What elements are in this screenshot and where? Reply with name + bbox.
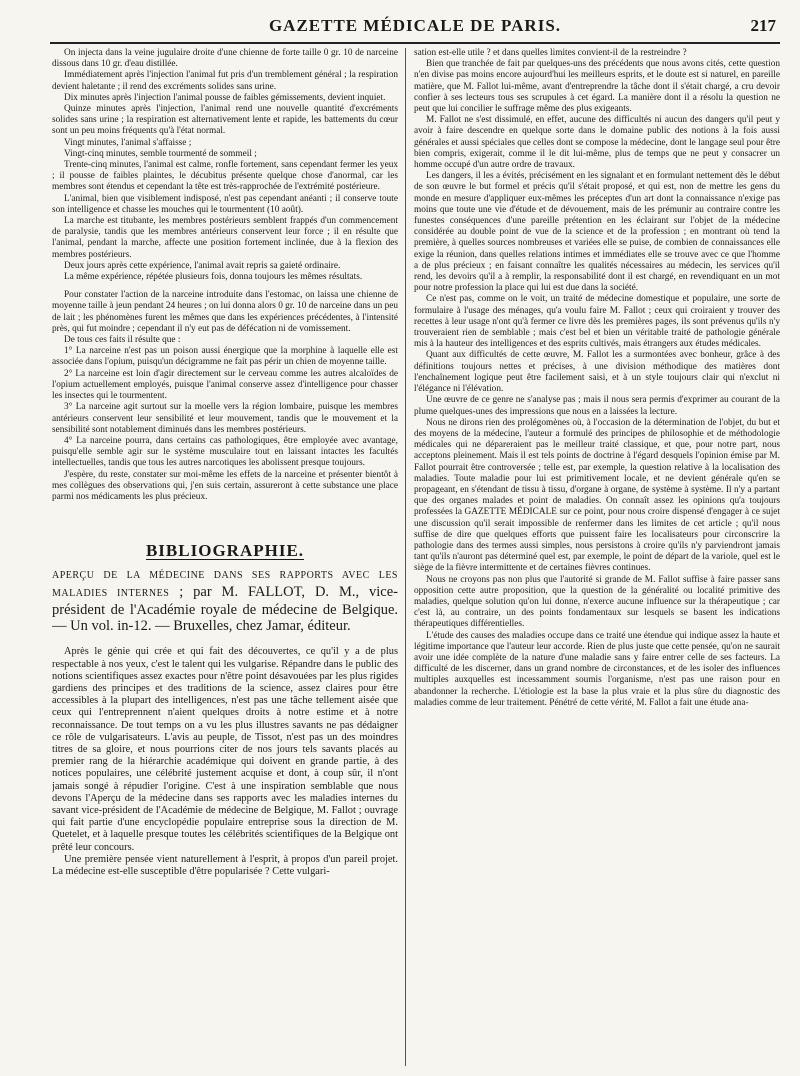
conclusion-item: 1° La narceine n'est pas un poison aussi énergique que la morphine à laquelle elle est associée dans l'opium, puisqu'un décigramme ne fait pas périr un chien de moyenne taille.	[52, 346, 398, 368]
left-column	[52, 48, 398, 1066]
review-paragraph: Une première pensée vient naturellement à l'esprit, à propos d'un pareil projet. La médecine est-elle susceptible d'être popularisée ? Cette vulgari-	[52, 853, 398, 877]
paragraph: Nous ne dirons rien des prolégomènes où, à l'occasion de la détermination de l'objet, du but et des moyens de la médecine, l'auteur a formulé des principes de philosophie et de méthodologie médicales qui ne dépareraient pas le meilleur traité classique, et que, pour notre part, nous acceptons pleinement. Mais il est tels points de doctrine à l'égard desquels l'opinion émise par M. Fallot pourrait être controversée ; telle est, par exemple, la question relative à la localisation des maladies. Toute maladie pour lui est primitivement locale, et ne devient générale qu'en se propageant, en s'étendant de tissu à tissu, d'organe à organe, de système à système. Il n'y a partant que des organes malades et point de maladies. On connaît assez les opinions qu'a toujours professées la GAZETTE MÉDICALE sur ce point, pour nous croire dispensé d'engager à ce sujet une discussion qu'il serait impossible de renfermer dans les limites de cet article ; qu'il nous suffise de dire que quelques efforts que puissent faire les localisateurs pour circonscrire la pathologie dans des termes aussi simples, nous persistons à croire qu'ils n'y parviendront jamais tant qu'ils n'auront pas déterminé quel est, par exemple, le point de départ de la variole, quel est le siège de la fièvre intermittente et de certaines fièvres continues.	[414, 417, 780, 574]
review-paragraph: Après le génie qui crée et qui fait des découvertes, ce qu'il y a de plus respectable à nos yeux, c'est le talent qui les vulgarise. Répandre dans le public des notions scientifiques assez exactes pour n'être point désavouées par les plus rigides gardiens des principes et des traditions de la science, assez claires pour être accessibles à la plupart des intelligences, n'est pas une tâche tellement aisée que ceux qui l'entreprennent n'aient quelques droits à notre estime et à notre reconnaissance. De tout temps on a vu les plus illustres savants ne pas dédaigner ce rôle de vulgarisateurs. L'avis au peuple, de Tissot, n'est pas un des moindres titres de sa gloire, et nous pourrions citer de nos jours tels savants placés au premier rang de la hiérarchie académique qui doivent en grande partie, à des notices populaires, une célébrité justement acquise et dont, à coup sûr, il n'ont jamais songé à répudier l'origine. C'est à une inspiration semblable que nous devons l'Aperçu de la médecine dans ses rapports avec les maladies internes du savant vice-président de l'Académie de médecine de Belgique, M. Fallot ; ouvrage qui fait partie d'une encyclopédie populaire entreprise sous la direction de M. Quetelet, et à laquelle presque toutes les célébrités scientifiques de la Belgique ont prêté leur concours.	[52, 646, 398, 853]
paragraph: sation est-elle utile ? et dans quelles limites convient-il de la restreindre ?	[414, 48, 687, 58]
paragraph: Trente-cinq minutes, l'animal est calme, ronfle fortement, sans cependant fermer les yeux ; il pousse de faibles plaintes, le décubitus présente quelque chose d'anormal, car les membres sont étendus et cependant la tête est très-rapprochée de l'extrémité postérieure.	[52, 160, 398, 193]
journal-title: GAZETTE MÉDICALE DE PARIS.	[268, 16, 562, 35]
book-title-caps: APERÇU DE LA MÉDECINE DANS SES RAPPORTS AVEC LES MALADIES INTERNES	[52, 570, 398, 600]
book-reference	[52, 566, 398, 634]
paragraph: Dix minutes après l'injection l'animal pousse de faibles gémissements, devient inquiet.	[64, 92, 386, 103]
paragraph: Quant aux difficultés de cette œuvre, M. Fallot les a surmontées avec bonheur, grâce à des définitions toujours nettes et précises, à une division méthodique des matières dont l'enchaînement logique peut être facilement saisi, et à un style toujours clair qui n'exclut ni l'élégance ni l'élévation.	[414, 350, 780, 395]
paragraph: J'espère, du reste, constater sur moi-même les effets de la narceine et présenter bientôt à mes collègues des observations qui, j'en suis certain, assureront à cette substance une place parmi nos médicaments les plus précieux.	[52, 469, 398, 502]
paragraph: Vingt-cinq minutes, semble tourmenté de sommeil ;	[64, 148, 257, 159]
paragraph: Deux jours après cette expérience, l'animal avait repris sa gaieté ordinaire.	[64, 260, 341, 271]
paragraph: M. Fallot ne s'est dissimulé, en effet, aucune des difficultés ni aucun des dangers qu'il peut y avoir à faire descendre en quelque sorte dans le domaine public des notions à la fois aussi générales et aussi spéciales que celles dont se compose la médecine, dont le langage seul pour être bien compris, exigerait, comme il le dit lui-même, plus de temps que ne peut y consacrer un homme occupé d'un autre ordre de travaux.	[414, 115, 780, 171]
conclusion-item: 4° La narceine pourra, dans certains cas pathologiques, être employée avec avantage, puisqu'elle semble agir sur le système musculaire tout en laissant intactes les facultés intellectuelles, tandis que tous les autres narcotiques les abolissent presque toujours.	[52, 435, 398, 469]
paragraph: Les dangers, il les a évités, précisément en les signalant et en formulant nettement dès le début de son œuvre le but formel et précis qu'il s'était proposé, et qui est, non de mettre les gens du monde en mesure d'appliquer eux-mêmes les préceptes d'un art dont la connaissance n'exige pas moins que toute une vie d'étude et de dévouement, mais de les prémunir au contraire contre les funestes conséquences d'une pareille prétention en les éclairant sur l'objet de la médecine considérée au double point de vue de la science et de la profession ; en montrant où tend la première, à quelles sources nombreuses et variées elle se puise, de combien de connaissances elle exige la réunion, dans quelles relations intimes et immédiates elle se trouve avec ce que l'homme a de plus précieux ; en faisant connaître les qualités nécessaires au médecin, les services qu'il rend, les devoirs qu'il a à remplir, la responsabilité dont il est chargé, en revendiquant en un mot pour notre profession la place qui lui est due dans la société.	[414, 171, 780, 294]
paragraph: On injecta dans la veine jugulaire droite d'une chienne de forte taille 0 gr. 10 de narceine dissous dans 10 gr. d'eau distillée.	[52, 48, 398, 70]
paragraph: La même expérience, répétée plusieurs fois, donna toujours les mêmes résultats.	[64, 272, 363, 283]
paragraph: Pour constater l'action de la narceine introduite dans l'estomac, on laissa une chienne de moyenne taille à jeun pendant 24 heures ; on lui donna alors 0 gr. 10 de narceine dans un peu de lait ; les phénomènes furent les mêmes que dans les expériences précédentes, à l'intensité près, qui fut moindre ; cependant il n'y eut pas de défécation ni de vomissement.	[52, 290, 398, 334]
paragraph: La marche est titubante, les membres postérieurs semblent frappés d'un commencement de paralysie, tandis que les membres antérieurs conservent leur force ; il en résulte que l'animal, pendant la marche, affecte une position fortement inclinée, due à la flexion des membres postérieurs.	[52, 216, 398, 260]
paragraph: L'étude des causes des maladies occupe dans ce traité une étendue qui indique assez la haute et légitime importance que l'auteur leur accorde. Rien de plus juste que cette pensée, qu'on ne saurait avoir une idée complète de la nature d'une maladie sans y faire entrer celle de ses facteurs. La difficulté de les discerner, dans un grand nombre de circonstances, et de les isoler des influences multiples auxquelles est incessamment soumis l'organisme, n'est pas une raison pour en abandonner la recherche. L'étiologie est la base la plus vraie et la plus sûre du diagnostic des maladies comme de leur traitement. Pénétré de cette vérité, M. Fallot a fait une étude ana-	[414, 630, 780, 708]
paragraph: De tous ces faits il résulte que :	[64, 335, 181, 346]
conclusion-item: 2° La narceine est loin d'agir directement sur le cerveau comme les autres alcaloïdes de l'opium actuellement employés, puisque l'animal conserve assez d'intelligence pour chasser les insectes qui le tourmentent.	[52, 368, 398, 402]
column-divider	[405, 48, 406, 1066]
section-title: BIBLIOGRAPHIE.	[145, 541, 305, 561]
paragraph: Nous ne croyons pas non plus que l'autorité si grande de M. Fallot suffise à faire passer sans opposition cette autre proposition, que la question de la généralité ou localité primitive des maladies, quelque solution qu'on lui donne, n'exerce aucune influence sur la thérapeutique ; car c'est là, au contraire, un des points fondamentaux sur lesquels se basent les indications thérapeutiques différentielles.	[414, 574, 780, 630]
paragraph: Vingt minutes, l'animal s'affaisse ;	[64, 137, 192, 148]
right-column	[414, 48, 780, 1066]
paragraph: Quinze minutes après l'injection, l'animal rend une nouvelle quantité d'excréments solides sans urine ; la respiration est alternativement lente et rapide, les battements du cœur sont un peu moins fréquents qu'à l'état normal.	[52, 104, 398, 137]
conclusion-item: 3° La narceine agit surtout sur la moelle vers la région lombaire, puisque les membres antérieurs conservent leur sensibilité et leur mouvement, tandis que le mouvement et la sensibilité sont notablement diminués dans les membres postérieurs.	[52, 402, 398, 435]
page-header	[50, 16, 780, 44]
book-title-details: ; par M. FALLOT, D. M., vice-président de l'Académie royale de médecine de Belgique. — Un vol. in-12. — Bruxelles, chez Jamar, éditeur.	[52, 584, 398, 635]
paragraph: Une œuvre de ce genre ne s'analyse pas ; mais il nous sera permis d'exprimer au courant de la plume quelques-unes des impressions que nous en a laissées la lecture.	[414, 395, 780, 417]
paragraph: Bien que tranchée de fait par quelques-uns des précédents que nous avons cités, cette question n'en divise pas moins encore aujourd'hui les meilleurs esprits, et le doute est si naturel, en pareille matière, que M. Fallot lui-même, avant d'entreprendre la tâche dont il s'était chargé, a cru devoir confier à ses lecteurs tous ses scrupules à cet égard. La manière dont il a résolu la question ne peut que lui concilier le suffrage même des plus exigeants.	[414, 59, 780, 115]
page-number: 217	[750, 16, 776, 35]
paragraph: Ce n'est pas, comme on le voit, un traité de médecine domestique et populaire, une sorte de formulaire à l'usage des ménages, qu'a voulu faire M. Fallot ; ceux qui croiraient y trouver des recettes à leur usage n'ont qu'à fermer ce livre dès les premières pages, ils sont prévenus qu'ils n'y trouveraient rien de semblable ; mais c'est bel et bien un véritable traité de pathologie générale mis à la hauteur des intelligences et des esprits cultivés, mais étrangers aux études médicales.	[414, 294, 780, 350]
paragraph: L'animal, bien que visiblement indisposé, n'est pas cependant anéanti ; il conserve toute son intelligence et chasse les mouches qui le tourmentent (10 août).	[52, 193, 398, 215]
paragraph: Immédiatement après l'injection l'animal fut pris d'un tremblement général ; la respiration devient haletante ; il rend des excréments solides sans urine.	[52, 70, 398, 92]
